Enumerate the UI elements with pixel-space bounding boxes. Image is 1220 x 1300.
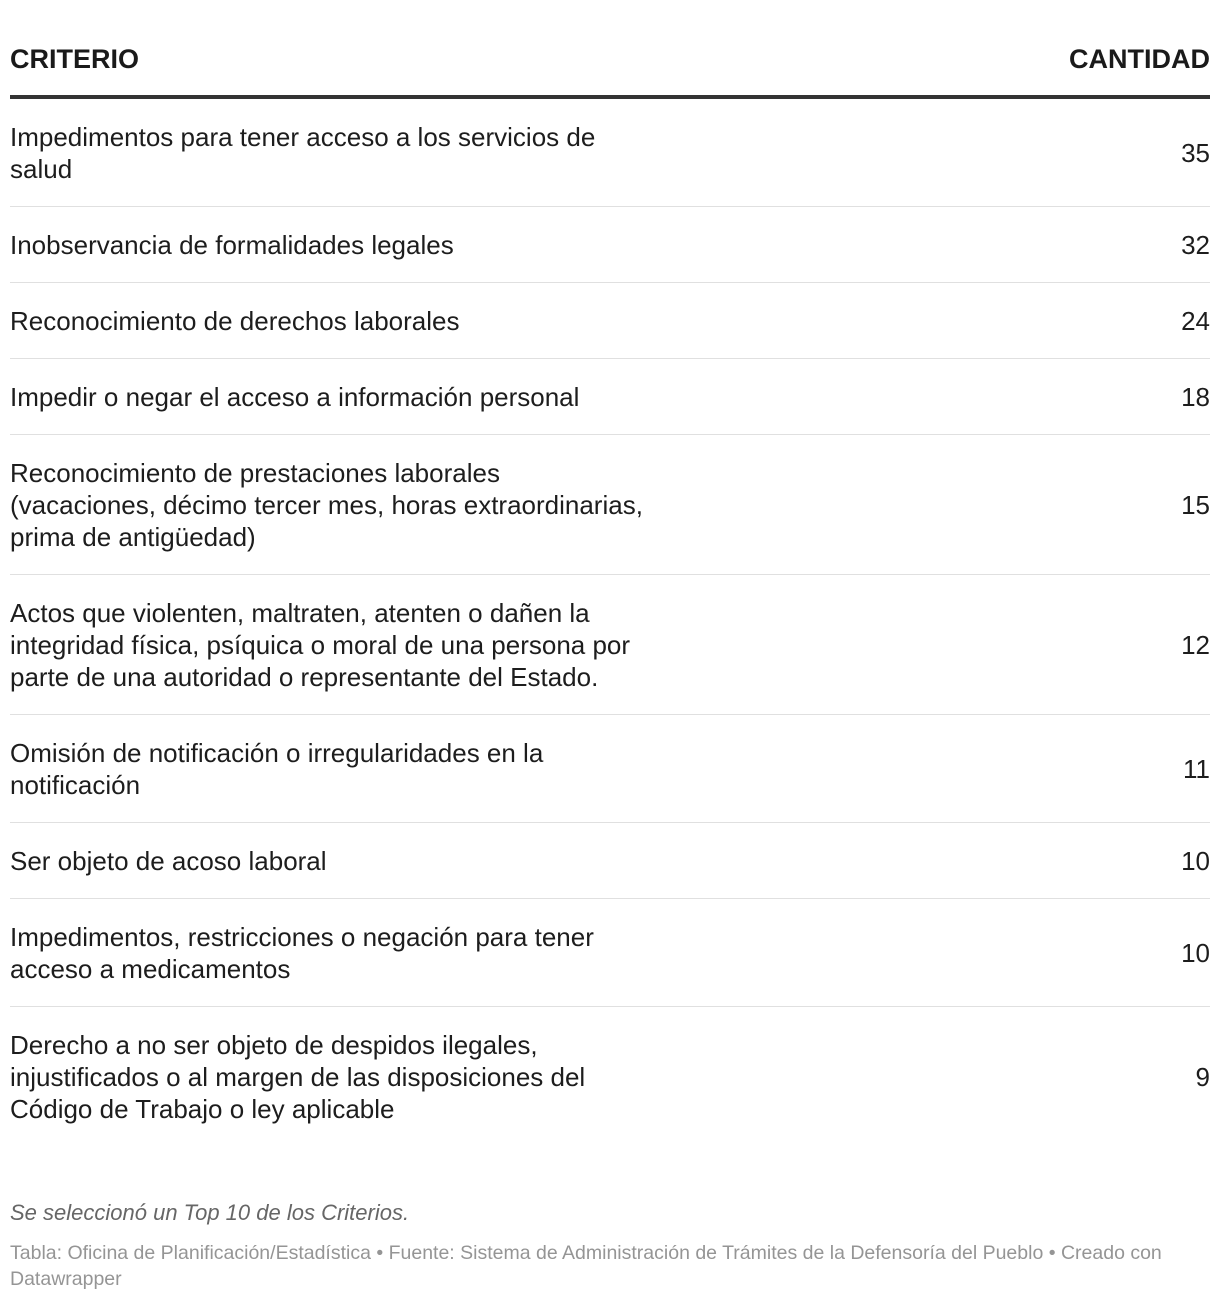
table-row bbox=[10, 575, 1210, 715]
cell-cantidad: 12 bbox=[1181, 630, 1210, 660]
table-header bbox=[10, 0, 1210, 99]
cell-cantidad: 18 bbox=[1181, 382, 1210, 412]
cell-criterio: Impedimentos para tener acceso a los servicios de salud bbox=[10, 122, 596, 184]
cell-cantidad: 35 bbox=[1181, 138, 1210, 168]
table-row bbox=[10, 715, 1210, 823]
cell-cantidad: 15 bbox=[1181, 490, 1210, 520]
cell-cantidad: 24 bbox=[1181, 306, 1210, 336]
table-row bbox=[10, 435, 1210, 575]
table-row bbox=[10, 899, 1210, 1007]
cell-criterio: Derecho a no ser objeto de despidos ilegales, injustificados o al margen de las disposiciones del Código de Trabajo o ley aplicable bbox=[10, 1030, 586, 1124]
column-header-criterio: CRITERIO bbox=[10, 44, 140, 74]
column-header-cantidad: CANTIDAD bbox=[1069, 44, 1210, 74]
table-row bbox=[10, 359, 1210, 435]
cell-criterio: Impedir o negar el acceso a información personal bbox=[10, 382, 580, 412]
cell-cantidad: 10 bbox=[1181, 938, 1210, 968]
table-row bbox=[10, 283, 1210, 359]
cell-criterio: Ser objeto de acoso laboral bbox=[10, 846, 327, 876]
cell-cantidad: 11 bbox=[1183, 754, 1210, 784]
footnote: Se seleccionó un Top 10 de los Criterios. bbox=[10, 1200, 410, 1225]
table-footer bbox=[10, 1198, 1210, 1292]
source-credit: Tabla: Oficina de Planificación/Estadística • Fuente: Sistema de Administración de Trámites de la Defensoría del Pueblo • Creado con Datawrapper bbox=[10, 1242, 1162, 1290]
table-body bbox=[10, 99, 1210, 1146]
cell-criterio: Omisión de notificación o irregularidades en la notificación bbox=[10, 738, 544, 800]
data-table bbox=[10, 0, 1210, 1146]
cell-criterio: Reconocimiento de prestaciones laborales (vacaciones, décimo tercer mes, horas extraordinarias, prima de antigüedad) bbox=[10, 458, 643, 552]
cell-cantidad: 32 bbox=[1181, 230, 1210, 260]
table-row bbox=[10, 823, 1210, 899]
table-row bbox=[10, 207, 1210, 283]
cell-criterio: Reconocimiento de derechos laborales bbox=[10, 306, 460, 336]
cell-criterio: Actos que violenten, maltraten, atenten o dañen la integridad física, psíquica o moral de una persona por parte de una autoridad o representante del Estado. bbox=[10, 598, 631, 692]
cell-criterio: Impedimentos, restricciones o negación para tener acceso a medicamentos bbox=[10, 922, 594, 984]
table-row bbox=[10, 99, 1210, 207]
cell-criterio: Inobservancia de formalidades legales bbox=[10, 230, 454, 260]
cell-cantidad: 10 bbox=[1181, 846, 1210, 876]
table-row bbox=[10, 1007, 1210, 1146]
cell-cantidad: 9 bbox=[1195, 1062, 1210, 1092]
